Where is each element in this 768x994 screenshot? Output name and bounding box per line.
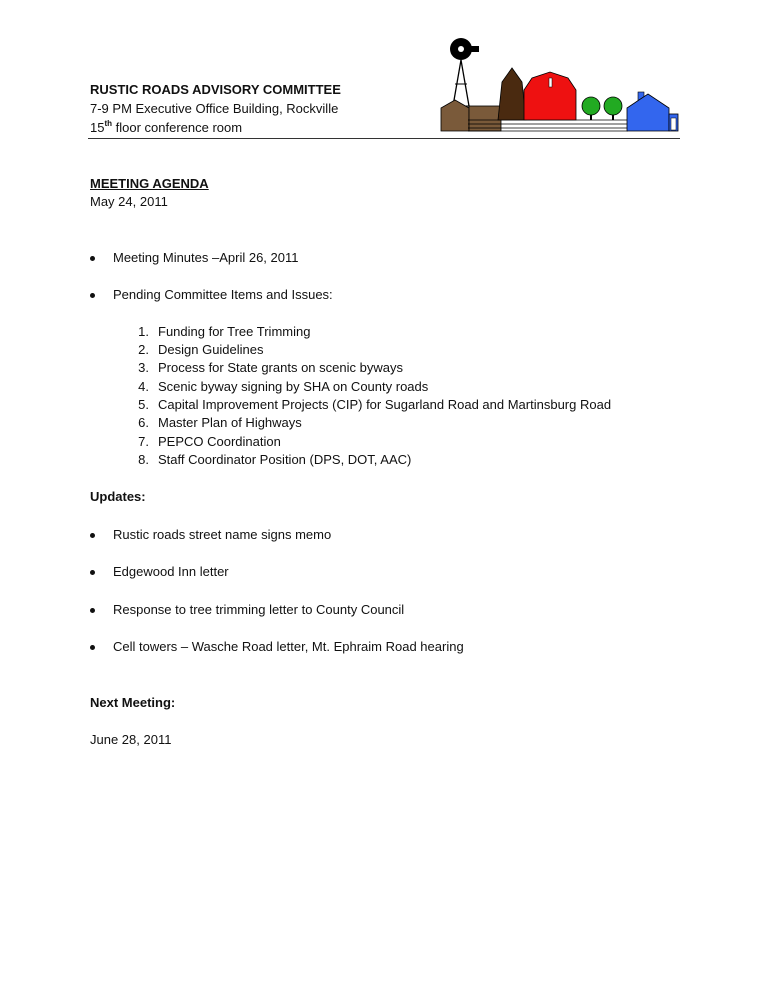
item-text: Master Plan of Highways <box>158 415 302 430</box>
list-item-text: Response to tree trimming letter to County Council <box>113 602 405 617</box>
list-item-text: Edgewood Inn letter <box>113 564 229 579</box>
floor-number: 15 <box>90 120 105 135</box>
room-text: floor conference room <box>112 120 243 135</box>
bullet-icon <box>90 533 95 538</box>
item-number: 3. <box>138 360 149 375</box>
bullet-icon <box>90 645 95 650</box>
list-item-text: Rustic roads street name signs memo <box>113 527 332 542</box>
item-text: PEPCO Coordination <box>158 434 281 449</box>
house-icon <box>627 92 678 131</box>
next-meeting-date: June 28, 2011 <box>90 732 172 747</box>
agenda-date: May 24, 2011 <box>90 194 168 209</box>
item-number: 7. <box>138 434 149 449</box>
meeting-time-location: 7-9 PM Executive Office Building, Rockville <box>90 101 339 116</box>
floor-ordinal: th <box>104 119 113 128</box>
bullet-icon <box>90 293 95 298</box>
list-item-text: Cell towers – Wasche Road letter, Mt. Ephraim Road hearing <box>113 639 464 654</box>
item-number: 5. <box>138 397 149 412</box>
item-text: Design Guidelines <box>158 342 264 357</box>
item-text: Funding for Tree Trimming <box>158 324 311 339</box>
item-text: Staff Coordinator Position (DPS, DOT, AAC) <box>158 452 412 467</box>
next-meeting-heading: Next Meeting: <box>90 695 176 710</box>
item-number: 8. <box>138 452 149 467</box>
bullet-icon <box>90 256 95 261</box>
bullet-icon <box>90 570 95 575</box>
item-text: Scenic byway signing by SHA on County roads <box>158 379 429 394</box>
tree-icon <box>582 97 622 120</box>
item-number: 1. <box>138 324 149 339</box>
item-number: 2. <box>138 342 149 357</box>
header-rule <box>88 138 680 139</box>
item-text: Capital Improvement Projects (CIP) for Sugarland Road and Martinsburg Road <box>158 397 612 412</box>
bullet-icon <box>90 608 95 613</box>
committee-title: RUSTIC ROADS ADVISORY COMMITTEE <box>90 82 341 97</box>
meeting-room <box>90 120 242 135</box>
item-text: Process for State grants on scenic byways <box>158 360 403 375</box>
rural-scene-logo <box>438 34 682 134</box>
updates-heading: Updates: <box>90 489 146 504</box>
item-number: 4. <box>138 379 149 394</box>
item-number: 6. <box>138 415 149 430</box>
agenda-heading: MEETING AGENDA <box>90 176 209 191</box>
list-item-text: Pending Committee Items and Issues: <box>113 287 333 302</box>
list-item-text: Meeting Minutes –April 26, 2011 <box>113 250 299 265</box>
